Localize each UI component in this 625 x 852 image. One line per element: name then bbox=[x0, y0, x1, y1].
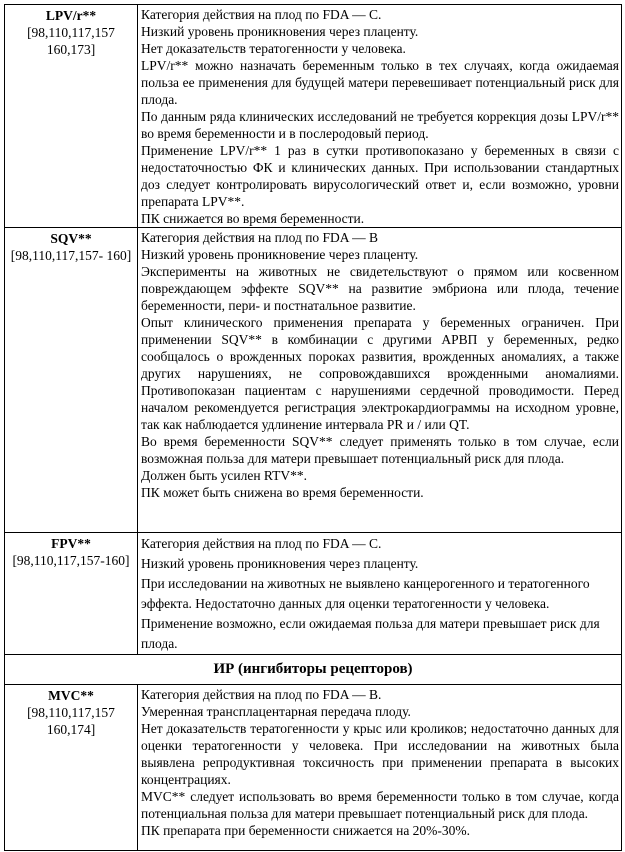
table-row-sqv bbox=[5, 228, 622, 533]
description-paragraph: MVC** следует использовать во время беременности только в том случае, когда потенциальная польза для матери превышает потенциальный риск для плода. bbox=[141, 789, 619, 821]
description-paragraph: Применение LPV/r** 1 раз в сутки противопоказано у беременных в связи с недостаточностью ФК и клинических данных. При использовании стандартных доз следует контролировать вирусологический ответ и, если возможно, уровни препарата LPV**. bbox=[141, 143, 619, 209]
description-paragraph: Категория действия на плод по FDA — B. bbox=[141, 687, 382, 702]
drug-description-cell-fpv bbox=[138, 533, 622, 655]
description-paragraph: По данным ряда клинических исследований не требуется коррекция дозы LPV/r** во время беременности и в послеродовый период. bbox=[141, 109, 619, 141]
drug-refs-line: [98,110,117,157 bbox=[27, 25, 115, 40]
drug-refs-line: [98,110,117,157 bbox=[27, 705, 115, 720]
description-paragraph: Опыт клинического применения препарата у беременных ограничен. При применении SQV** в комбинации с другими АРВП у беременных, редко сообщалось о врожденных пороках развития, врожденных аномалиях, а также других нарушениях, не сопровождавшихся врожденными аномалиями. Противопоказан пациентам с нарушениями сердечной проводимости. Перед началом рекомендуется регистрация электрокардиограммы на исходном уровне, так как наблюдается удлинение интервала PR и / или QT. bbox=[141, 315, 619, 432]
description-paragraph: Низкий уровень проникновения через плаценту. bbox=[141, 24, 419, 39]
description-paragraph: LPV/r** можно назначать беременным только в тех случаях, когда ожидаемая польза ее применения для будущей матери перевешивает потенциальный риск для плода. bbox=[141, 58, 619, 107]
description-paragraph: Категория действия на плод по FDA — B bbox=[141, 230, 379, 245]
drug-description-cell-sqv bbox=[138, 228, 622, 533]
drug-description-cell-mvc bbox=[138, 685, 622, 851]
drug-refs-line: 160,174] bbox=[46, 722, 96, 737]
drug-name: SQV** bbox=[50, 231, 92, 246]
table-row-mvc bbox=[5, 685, 622, 851]
description-paragraph: Нет доказательств тератогенности у крыс или кроликов; недостаточно данных для оценки тератогенности у человека. При исследовании на животных была выявлена репродуктивная токсичность при применении препарата в высоких концентрациях. bbox=[141, 721, 619, 787]
drug-name-cell-sqv bbox=[5, 228, 138, 533]
drug-name-cell-fpv bbox=[5, 533, 138, 655]
description-paragraph: Во время беременности SQV** следует применять только в том случае, если возможная польза для матери превышает потенциальный риск для плода. bbox=[141, 434, 619, 466]
drug-name: LPV/r** bbox=[45, 8, 97, 23]
description-paragraph: Нет доказательств тератогенности у человека. bbox=[141, 41, 406, 56]
drug-description-cell-lpvr bbox=[138, 5, 622, 228]
section-header-row bbox=[5, 655, 622, 685]
drug-name-cell-lpvr bbox=[5, 5, 138, 228]
description-paragraph: ПК снижается во время беременности. bbox=[141, 211, 365, 226]
description-paragraph: Умеренная трансплацентарная передача плоду. bbox=[141, 704, 411, 719]
description-paragraph: При исследовании на животных не выявлено канцерогенного и тератогенного эффекта. Недостаточно данных для оценки тератогенности у человека. Применение возможно, если ожидаемая польза для матери превышает риск для плода. bbox=[141, 576, 600, 651]
drug-name-cell-mvc bbox=[5, 685, 138, 851]
document-page bbox=[0, 4, 625, 852]
description-paragraph: ПК может быть снижена во время беременности. bbox=[141, 485, 424, 500]
description-paragraph: ПК препарата при беременности снижается на 20%-30%. bbox=[141, 823, 471, 838]
description-paragraph: Должен быть усилен RTV**. bbox=[141, 468, 307, 483]
drug-name: MVC** bbox=[48, 688, 94, 703]
drug-pregnancy-table bbox=[4, 4, 622, 851]
description-paragraph: Низкий уровень проникновение через плаценту. bbox=[141, 247, 419, 262]
description-paragraph: Низкий уровень проникновения через плаценту. bbox=[141, 556, 419, 571]
drug-refs-line: [98,110,117,157-160] bbox=[12, 553, 130, 568]
description-paragraph: Категория действия на плод по FDA — C. bbox=[141, 7, 382, 22]
drug-refs-line: 160,173] bbox=[46, 42, 96, 57]
description-paragraph: Категория действия на плод по FDA — C. bbox=[141, 536, 382, 551]
description-paragraph: Эксперименты на животных не свидетельствуют о прямом или косвенном повреждающем эффекте SQV** на развитие эмбриона или плода, течение беременности, пери- и постнатальное развитие. bbox=[141, 264, 619, 313]
table-row-lpvr bbox=[5, 5, 622, 228]
table-row-fpv bbox=[5, 533, 622, 655]
drug-name: FPV** bbox=[51, 536, 91, 551]
drug-refs-line: [98,110,117,157- 160] bbox=[10, 248, 132, 263]
section-header-ir: ИР (ингибиторы рецепторов) bbox=[5, 655, 622, 685]
